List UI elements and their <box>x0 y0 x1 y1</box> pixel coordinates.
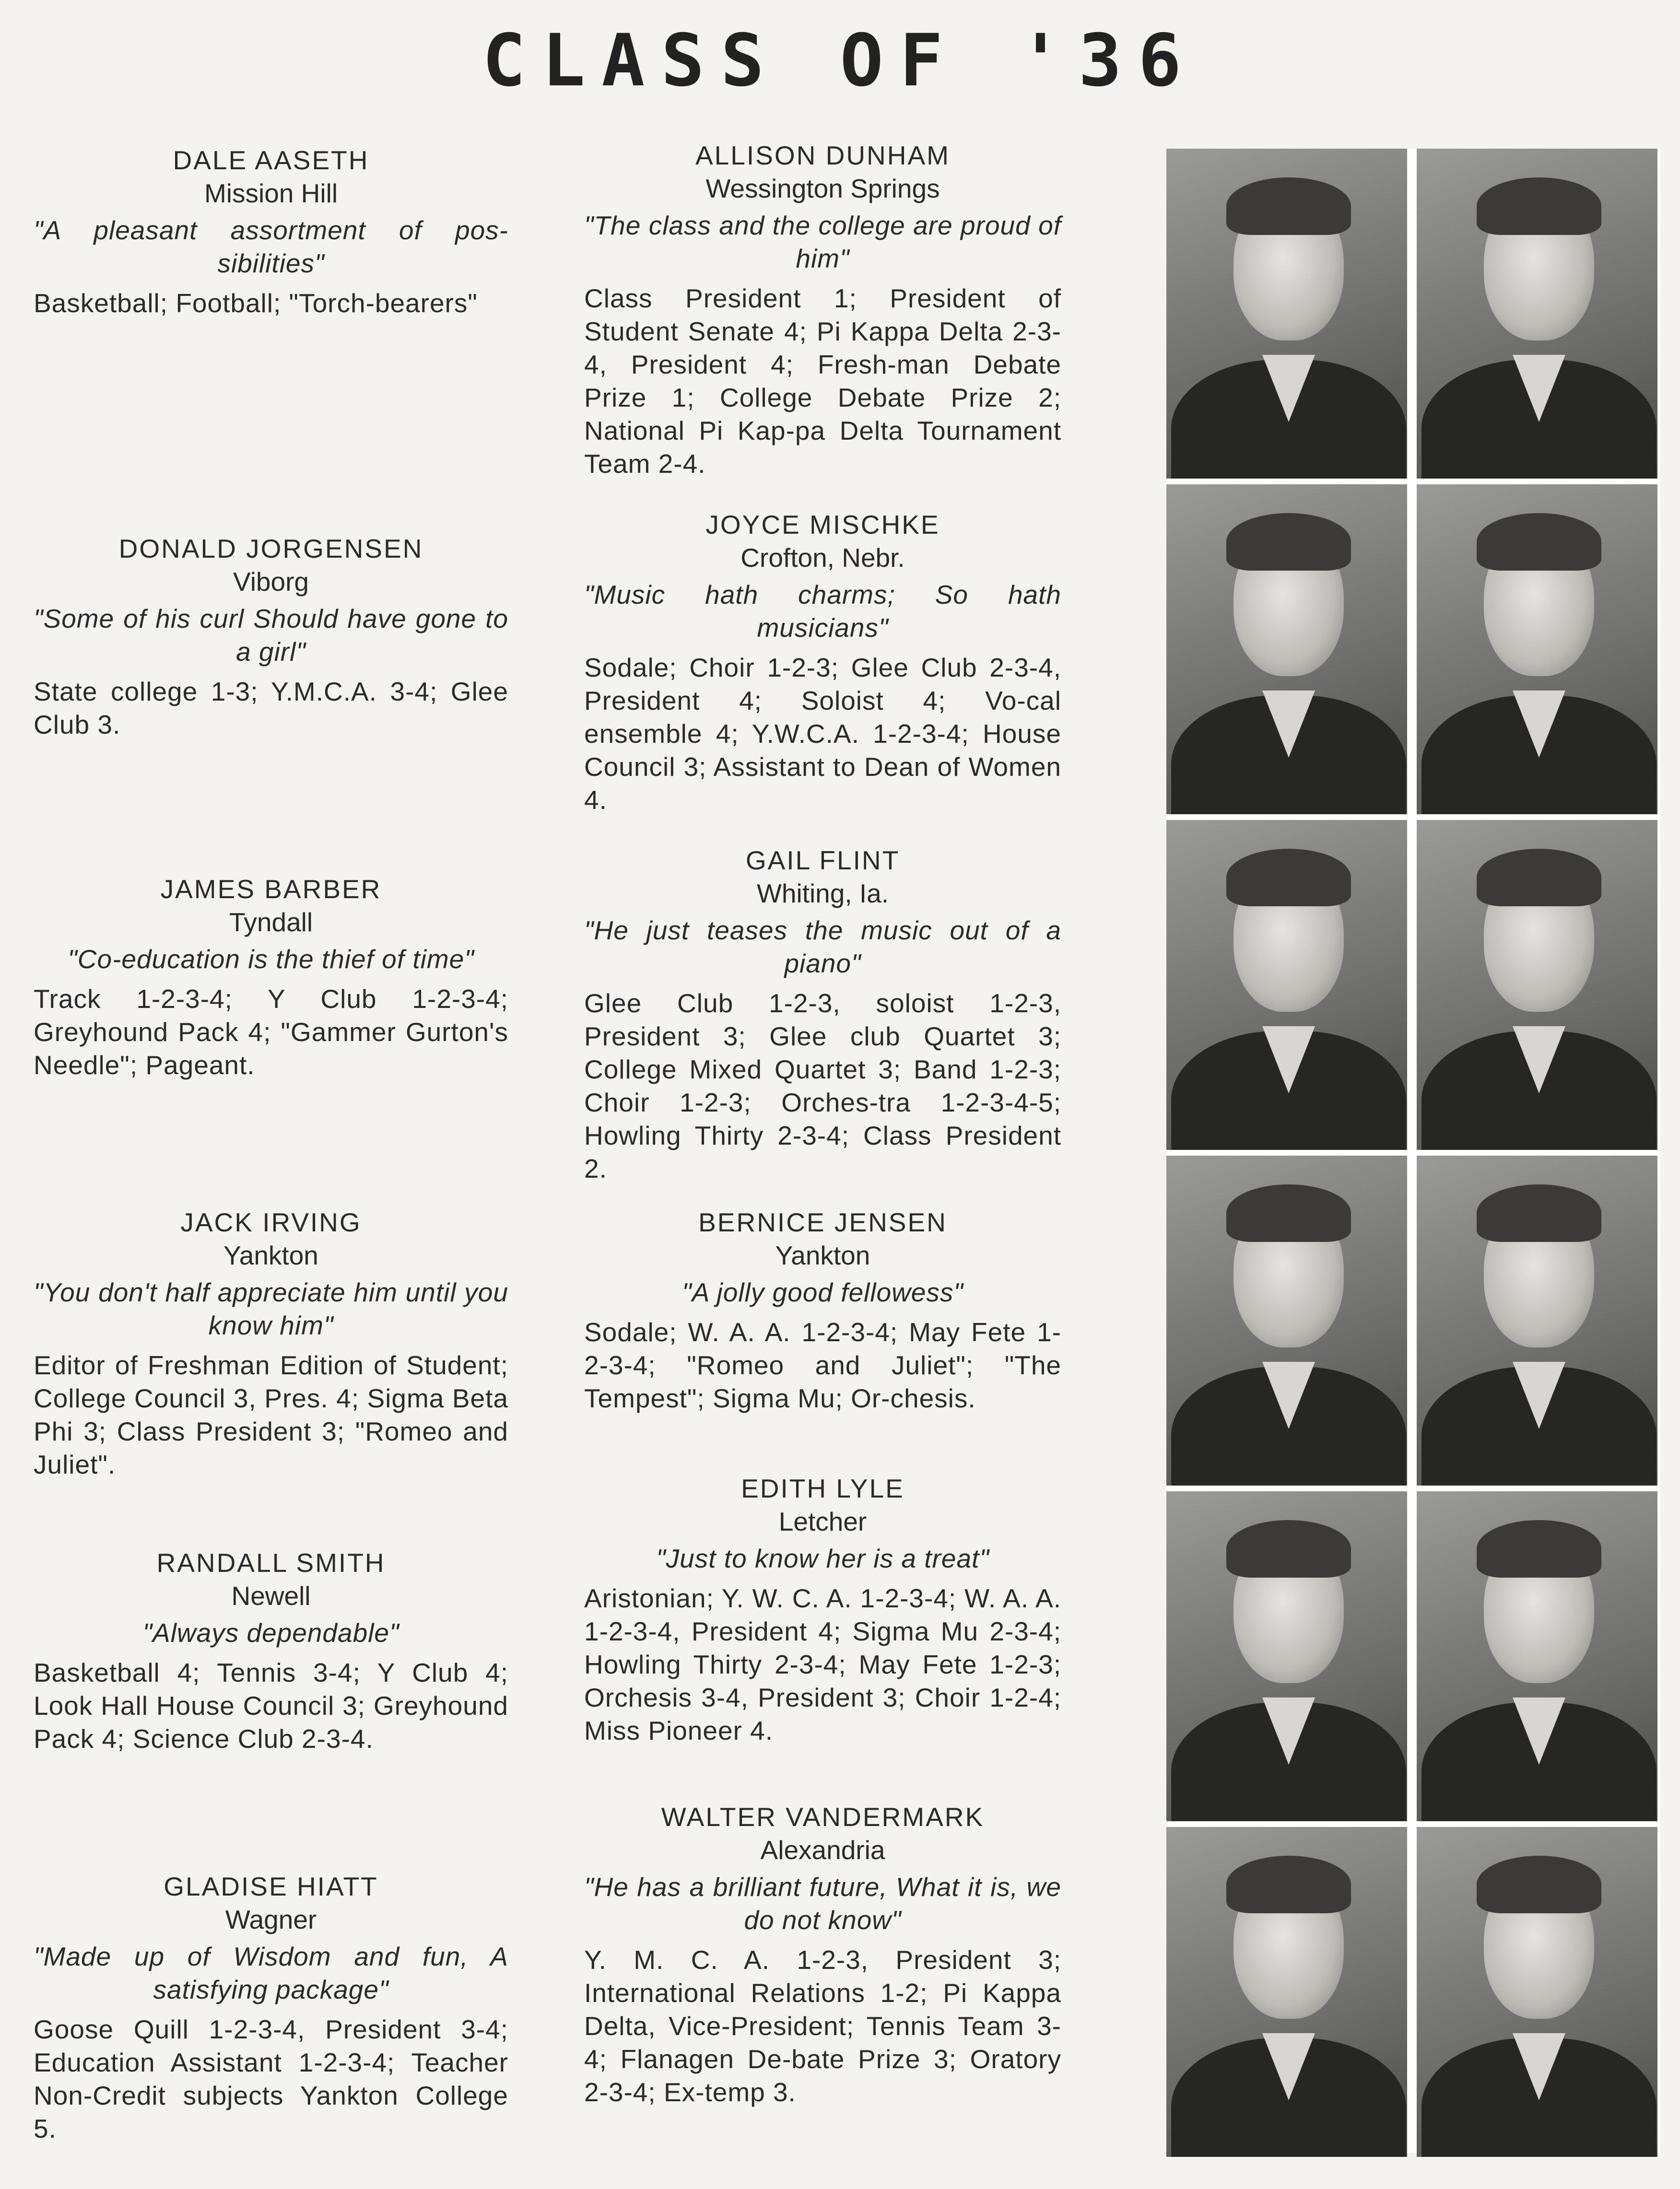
student-quote: "Music hath charms; So hath musicians" <box>584 580 1061 643</box>
student-town: Whiting, Ia. <box>756 878 889 908</box>
student-portrait <box>1417 1491 1657 1821</box>
student-entry <box>584 1801 1061 2109</box>
student-quote: "Co-education is the thief of time" <box>68 944 474 974</box>
student-entry <box>584 139 1061 480</box>
student-name: JAMES BARBER <box>160 874 382 904</box>
student-activities: Sodale; Choir 1-2-3; Glee Club 2-3-4, President 4; Soloist 4; Vo-cal ensemble 4; Y.W.C.A. 1-2-3-4; House Council 3; Assistant to Dean of Women 4. <box>584 653 1061 815</box>
student-entry <box>34 144 508 320</box>
student-town: Wessington Springs <box>705 174 940 203</box>
student-entry <box>34 873 508 1082</box>
student-town: Yankton <box>223 1241 318 1270</box>
student-town: Alexandria <box>760 1835 885 1865</box>
student-quote: "Just to know her is a treat" <box>656 1544 989 1573</box>
student-name: ALLISON DUNHAM <box>695 140 950 170</box>
student-town: Viborg <box>233 567 309 597</box>
student-town: Newell <box>231 1581 311 1611</box>
student-portrait <box>1166 1491 1407 1821</box>
student-entry <box>584 1472 1061 1747</box>
student-portrait <box>1166 1156 1407 1486</box>
student-name: BERNICE JENSEN <box>698 1207 947 1237</box>
student-entry <box>584 1206 1061 1415</box>
student-quote: "He has a brilliant future, What it is, we do not know" <box>584 1872 1061 1935</box>
student-activities: Track 1-2-3-4; Y Club 1-2-3-4; Greyhound Pack 4; "Gammer Gurton's Needle"; Pageant. <box>34 984 508 1080</box>
student-portrait <box>1166 484 1407 814</box>
student-activities: Basketball 4; Tennis 3-4; Y Club 4; Look Hall House Council 3; Greyhound Pack 4; Science Club 2-3-4. <box>34 1658 508 1754</box>
student-quote: "A jolly good fellowess" <box>682 1277 963 1307</box>
student-portrait <box>1166 820 1407 1150</box>
student-activities: State college 1-3; Y.M.C.A. 3-4; Glee Club 3. <box>34 677 508 739</box>
student-portrait <box>1417 1827 1657 2157</box>
student-activities: Glee Club 1-2-3, soloist 1-2-3, President 3; Glee club Quartet 3; College Mixed Quartet 3; Band 1-2-3; Choir 1-2-3; Orches-tra 1-2-3-4-5; Howling Thirty 2-3-4; Class President 2. <box>584 988 1061 1183</box>
student-quote: "He just teases the music out of a piano" <box>584 915 1061 978</box>
student-activities: Class President 1; President of Student Senate 4; Pi Kappa Delta 2-3-4, President 4; Fresh-man Debate Prize 1; College Debate Prize 2; National Pi Kap-pa Delta Tournament Team 2-4. <box>584 283 1061 479</box>
student-name: DONALD JORGENSEN <box>118 534 423 563</box>
student-activities: Editor of Freshman Edition of Student; College Council 3, Pres. 4; Sigma Beta Phi 3; Class President 3; "Romeo and Juliet". <box>34 1350 508 1479</box>
student-portrait <box>1166 149 1407 479</box>
student-name: JACK IRVING <box>180 1207 362 1237</box>
student-quote: "Made up of Wisdom and fun, A satisfying package" <box>34 1942 508 2004</box>
student-town: Crofton, Nebr. <box>740 543 905 573</box>
student-entry <box>34 1870 508 2145</box>
student-activities: Sodale; W. A. A. 1-2-3-4; May Fete 1-2-3-4; "Romeo and Juliet"; "The Tempest"; Sigma Mu; Or-chesis. <box>584 1317 1061 1413</box>
student-entry <box>34 1206 508 1481</box>
student-name: RANDALL SMITH <box>156 1548 386 1578</box>
student-town: Wagner <box>225 1905 317 1934</box>
student-portrait <box>1417 820 1657 1150</box>
student-entry <box>34 1546 508 1756</box>
student-activities: Y. M. C. A. 1-2-3, President 3; International Relations 1-2; Pi Kappa Delta, Vice-President; Tennis Team 3-4; Flanagen De-bate Prize 3; Oratory 2-3-4; Ex-temp 3. <box>584 1945 1061 2107</box>
student-quote: "A pleasant assortment of pos-sibilities" <box>34 215 508 278</box>
student-name: GLADISE HIATT <box>164 1872 378 1901</box>
student-activities: Aristonian; Y. W. C. A. 1-2-3-4; W. A. A. 1-2-3-4, President 4; Sigma Mu 2-3-4; Howling Thirty 2-3-4; May Fete 1-2-3; Orchesis 3-4, President 3; Choir 1-2-4; Miss Pioneer 4. <box>584 1583 1061 1745</box>
student-portrait <box>1417 1156 1657 1486</box>
student-quote: "Some of his curl Should have gone to a girl" <box>34 604 508 667</box>
portrait-grid <box>1166 149 1660 2153</box>
student-town: Mission Hill <box>204 178 338 208</box>
student-portrait <box>1417 149 1657 479</box>
student-town: Letcher <box>778 1507 867 1536</box>
student-town: Tyndall <box>229 907 313 937</box>
student-quote: "Always dependable" <box>142 1618 399 1648</box>
student-entry <box>584 508 1061 817</box>
student-portrait <box>1417 484 1657 814</box>
student-name: WALTER VANDERMARK <box>661 1802 985 1832</box>
page-title: CLASS OF '36 <box>482 19 1198 103</box>
student-activities: Goose Quill 1-2-3-4, President 3-4; Education Assistant 1-2-3-4; Teacher Non-Credit subjects Yankton College 5. <box>34 2014 508 2143</box>
student-entry <box>34 532 508 741</box>
student-town: Yankton <box>775 1241 870 1270</box>
student-activities: Basketball; Football; "Torch-bearers" <box>34 288 478 318</box>
student-name: DALE AASETH <box>173 145 369 175</box>
student-name: JOYCE MISCHKE <box>705 510 940 539</box>
student-quote: "You don't half appreciate him until you know him" <box>34 1277 508 1340</box>
student-quote: "The class and the college are proud of him" <box>584 211 1061 273</box>
student-entry <box>584 844 1061 1185</box>
student-portrait <box>1166 1827 1407 2157</box>
student-name: EDITH LYLE <box>741 1474 905 1503</box>
student-name: GAIL FLINT <box>745 845 900 875</box>
